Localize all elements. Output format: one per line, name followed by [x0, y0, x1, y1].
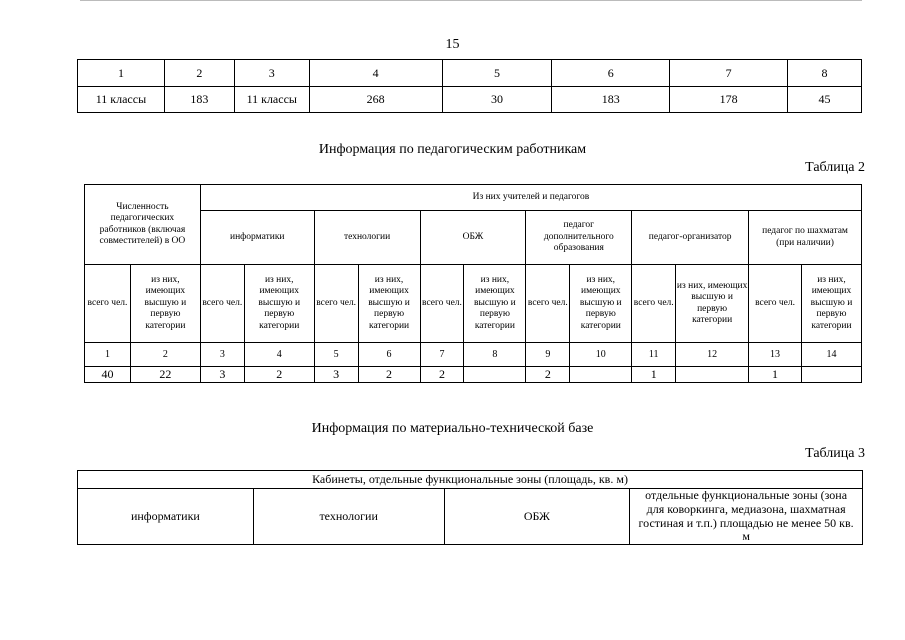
column-number: 3	[200, 343, 244, 367]
column-number: 9	[526, 343, 570, 367]
total-header: всего чел.	[526, 265, 570, 343]
page-number: 15	[445, 37, 460, 52]
table-cell: 11 классы	[78, 87, 165, 113]
scan-top-edge	[80, 0, 862, 1]
header-cell: 7	[670, 60, 788, 87]
column-number: 12	[676, 343, 749, 367]
column-number: 5	[314, 343, 358, 367]
total-header: всего чел.	[632, 265, 676, 343]
table-cell: 30	[442, 87, 552, 113]
header-cell: 5	[442, 60, 552, 87]
students-table	[77, 59, 862, 113]
column-number: 7	[420, 343, 464, 367]
table-row	[85, 367, 862, 383]
group-header: педагог по шахматам (при наличии)	[749, 211, 862, 265]
category-header: из них, имеющих высшую и первую категории	[801, 265, 861, 343]
facility-column: технологии	[253, 489, 444, 545]
table-header-row	[85, 211, 862, 265]
table-label-2: Таблица 2	[805, 160, 865, 175]
table-cell: 45	[788, 87, 862, 113]
total-header: всего чел.	[200, 265, 244, 343]
header-cell: 4	[309, 60, 442, 87]
group-header: педагог дополнительного образования	[526, 211, 632, 265]
table-cell: 183	[164, 87, 234, 113]
table-header-row	[85, 185, 862, 211]
column-number: 8	[464, 343, 526, 367]
category-header: из них, имеющих высшую и первую категории	[464, 265, 526, 343]
group-header: технологии	[314, 211, 420, 265]
column-number: 13	[749, 343, 802, 367]
table-header-row	[78, 489, 863, 545]
table-cell: 2	[244, 367, 314, 383]
table-label-3: Таблица 3	[805, 446, 865, 461]
column-number: 6	[358, 343, 420, 367]
table-cell: 2	[358, 367, 420, 383]
header-cell: 3	[234, 60, 309, 87]
table-cell: 3	[200, 367, 244, 383]
column-number: 2	[130, 343, 200, 367]
table-cell	[801, 367, 861, 383]
table-header-row	[85, 265, 862, 343]
facility-column: информатики	[78, 489, 254, 545]
total-header: всего чел.	[420, 265, 464, 343]
staff-table	[84, 184, 862, 383]
table-cell	[676, 367, 749, 383]
table-cell	[570, 367, 632, 383]
category-header: из них, имеющих высшую и первую категории	[358, 265, 420, 343]
staff-count-header: Численность педагогических работников (включая совместителей) в ОО	[85, 185, 201, 265]
facilities-table	[77, 470, 863, 545]
table-cell: 22	[130, 367, 200, 383]
table-cell: 183	[552, 87, 670, 113]
column-number: 4	[244, 343, 314, 367]
group-header: информатики	[200, 211, 314, 265]
table-cell: 1	[749, 367, 802, 383]
category-header: из них, имеющих высшую и первую категории	[676, 265, 749, 343]
group-header: ОБЖ	[420, 211, 526, 265]
table-cell: 40	[85, 367, 131, 383]
column-number: 10	[570, 343, 632, 367]
table-header-row	[78, 471, 863, 489]
header-cell: 1	[78, 60, 165, 87]
total-header: всего чел.	[85, 265, 131, 343]
of-them-header: Из них учителей и педагогов	[200, 185, 861, 211]
table-row	[78, 87, 862, 113]
table-cell: 2	[420, 367, 464, 383]
table-cell: 178	[670, 87, 788, 113]
total-header: всего чел.	[749, 265, 802, 343]
table-cell	[464, 367, 526, 383]
facilities-header: Кабинеты, отдельные функциональные зоны (площадь, кв. м)	[78, 471, 863, 489]
table-cell: 11 классы	[234, 87, 309, 113]
category-header: из них, имеющих высшую и первую категории	[130, 265, 200, 343]
section-title-facilities: Информация по материально-технической базе	[311, 421, 594, 436]
header-cell: 2	[164, 60, 234, 87]
header-cell: 8	[788, 60, 862, 87]
column-number: 1	[85, 343, 131, 367]
table-header-row	[78, 60, 862, 87]
group-header: педагог-организатор	[632, 211, 749, 265]
table-cell: 268	[309, 87, 442, 113]
category-header: из них, имеющих высшую и первую категории	[570, 265, 632, 343]
section-title-staff: Информация по педагогическим работникам	[318, 142, 587, 157]
table-cell: 2	[526, 367, 570, 383]
column-number: 11	[632, 343, 676, 367]
table-cell: 1	[632, 367, 676, 383]
facility-column: отдельные функциональные зоны (зона для коворкинга, медиазона, шахматная гостиная и т.п.) площадью не менее 50 кв. м	[630, 489, 863, 545]
table-cell: 3	[314, 367, 358, 383]
column-number: 14	[801, 343, 861, 367]
total-header: всего чел.	[314, 265, 358, 343]
header-cell: 6	[552, 60, 670, 87]
column-number-row	[85, 343, 862, 367]
facility-column: ОБЖ	[444, 489, 630, 545]
category-header: из них, имеющих высшую и первую категории	[244, 265, 314, 343]
